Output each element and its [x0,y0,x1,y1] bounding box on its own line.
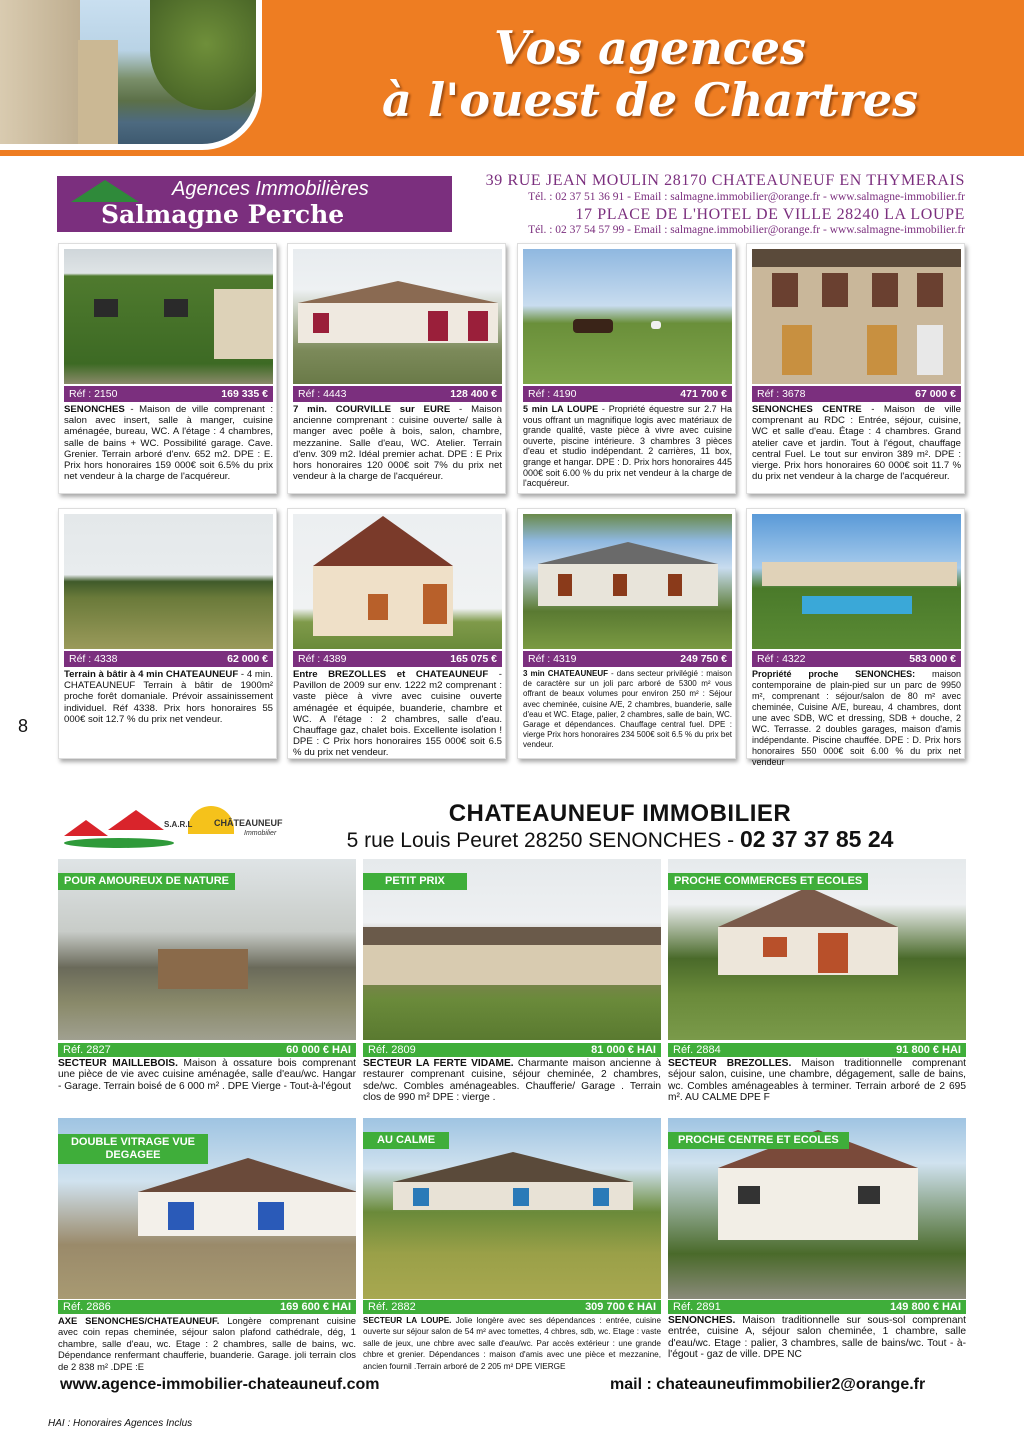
listing-price: 91 800 € HAI [896,1044,961,1056]
footnote: HAI : Honoraires Agences Inclus [48,1418,193,1429]
logo-line-1: Agences Immobilières [172,178,369,200]
listing-description: 7 min. COURVILLE sur EURE - Maison ancienne comprenant : cuisine ouverte/ salle à manger avec poêle à bois, salon, chambre, mezzanine. Salle d'eau, WC. Atelier. Terrain d'env. 309 m2. Idéal premier achat. DPE : E Prix hors honoraires 120 000€ soit 7% du prix net vendeur à la charge de l'acquéreur. [293,404,502,483]
header-photo [0,0,262,150]
listing-photo [752,514,961,649]
listing-ref: Réf : 2150 [69,388,118,400]
listing-tag: POUR AMOUREUX DE NATURE [58,873,235,890]
listing-description: Propriété proche SENONCHES: maison contemporaine de plain-pied sur un parc de 9950 m², comprenant : séjour/salon de 80 m² avec cheminée, Cuisine A/E, bureau, 4 chambres, dont une avec SDB, WC et dressing, SDB + douche, 2 WC. Terrasse. 2 doubles garages, maison d'amis indépendante. Piscine chauffée. DPE : D. Prix hors honoraires 550 000€ soit 6.00 % du prix net vendeur [752,669,962,767]
listing-price: 62 000 € [227,653,268,665]
listing-ref: Réf. 2886 [63,1301,111,1313]
listing-ref: Réf. 2827 [63,1044,111,1056]
listing-location: AXE SENONCHES/CHATEAUNEUF. [58,1315,220,1326]
listing-price: 149 800 € HAI [890,1301,961,1313]
listing-card[interactable] [517,243,736,494]
house-roof-icon [71,180,139,202]
listing-location: SECTEUR LA LOUPE. [363,1316,452,1325]
listing-location: SECTEUR LA FERTE VIDAME. [363,1058,514,1069]
listing-description: SECTEUR LA FERTE VIDAME. Charmante maison ancienne à restaurer comprenant cuisine, séjour cheminée, 2 chambres, sde/wc. Combles aménageables. Chaufferie/ Garage . Terrain clos de 990 m² DPE : vierge . [363,1058,661,1104]
listing-location: SENONCHES CENTRE [752,404,862,415]
listing-ref: Réf. 2809 [368,1044,416,1056]
listing-photo [293,249,502,384]
listing-description: SENONCHES CENTRE - Maison de ville comprenant au RDC : Entrée, séjour, cuisine, WC et salle d'eau. Étage : 4 chambres. Grand atelier cave et jardin. Tout à l'égout, chauffage central Fuel. Le tout sur environ 389 m². DPE : vierge. Prix hors honoraires 60 000€ soit 11.7 % du prix net vendeur à la charge de l'acquéreur. [752,404,961,483]
listing-ref: Réf : 4190 [528,388,577,400]
listing-description: AXE SENONCHES/CHATEAUNEUF. Longère comprenant cuisine avec coin repas cheminée, séjour salon plafond cathédrale, dég, 1 chambre, salle d'eau, wc. Etage : 2 chambres, salle de bains, wc. Dépendance renfermant chaufferie, buanderie. Garage. joli terrain clos de 2 838 m² .DPE :E [58,1315,356,1372]
logo-sub: Immobilier [244,830,277,837]
agency1-address-1: 39 RUE JEAN MOULIN 28170 CHATEAUNEUF EN THYMERAIS [485,172,965,189]
listing-card[interactable] [58,508,277,759]
listing-price: 128 400 € [450,388,497,400]
logo-sarl: S.A.R.L [164,820,193,829]
listing-location: SECTEUR MAILLEBOIS. [58,1058,178,1069]
title-line-2: à l'ouest de Chartres [381,73,919,127]
agency2-name: CHATEAUNEUF IMMOBILIER [448,800,792,827]
listing-ref: Réf. 2884 [673,1044,721,1056]
agency1-contact-2: Tél. : 02 37 54 57 99 - Email : salmagne.immobilier@orange.fr - www.salmagne-immobilier.fr [528,224,965,236]
page-title [300,22,1000,126]
listing-location: 5 min LA LOUPE [523,404,599,414]
listing-price: 169 600 € HAI [280,1301,351,1313]
listing-ref: Réf. 2882 [368,1301,416,1313]
listing-price: 67 000 € [915,388,956,400]
house-icon [64,820,108,836]
listing-description: Terrain à bâtir à 4 min CHATEAUNEUF - 4 min. CHATEAUNEUF Terrain à bâtir de 1900m² proche forêt domaniale. Prévoir assainissement individuel. Réf 4338. Prix hors honoraires 55 000€ soit 12.7 % du prix net vendeur. [64,669,273,725]
house-icon [108,810,164,830]
listing-tag: AU CALME [363,1132,449,1149]
listing-location: Entre BREZOLLES et CHATEAUNEUF [293,669,489,680]
listing-description: SENONCHES - Maison de ville comprenant : salon avec insert, salle à manger, cuisine aménagée, bureau, WC. A l'étage : 4 chambres, salle de bains + WC. Possibilité garage. Cave. Grenier. Terrain arboré d'env. 652 m2. DPE : E. Prix hors honoraires 159 000€ soit 6.5% du prix net vendeur à la charge de l'acquéreur. [64,404,273,483]
listing-ref: Réf : 4319 [528,653,577,665]
listing-photo [752,249,961,384]
listing-description: 5 min LA LOUPE - Propriété équestre sur 2.7 Ha vous offrant un magnifique logis avec matériaux de grande qualité, vaste pièce à vivre avec cuisine ouverte, piscine intérieure. 3 chambres 3 pièces d'eau et studio indépendant. 2 carrières, 11 box, grange et hangar. DPE : D. Prix hors honoraires 445 000€ soit 6.00 % du prix net vendeur à la charge de l'acquéreur. [523,404,732,489]
title-line-1: Vos agences [494,21,806,75]
listing-location: Propriété proche SENONCHES: [752,669,916,679]
listing-photo [64,249,273,384]
listing-ref: Réf : 3678 [757,388,806,400]
logo-name: CHÂTEAUNEUF [214,818,283,828]
listing-ref: Réf : 4389 [298,653,347,665]
agency2-phone: 02 37 37 85 24 [739,826,894,852]
listing-description: SECTEUR BREZOLLES. Maison traditionnelle comprenant séjour salon, cuisine, une chambre, dégagement, salle de bains, wc. Combles aménageables à terminer. Terrain arboré de 2 695 m². AU CALME DPE F [668,1058,966,1104]
listing-card[interactable] [746,508,965,767]
listing-price: 169 335 € [221,388,268,400]
listing-location: SECTEUR BREZOLLES. [668,1058,792,1069]
listing-price: 60 000 € HAI [286,1044,351,1056]
listing-price: 81 000 € HAI [591,1044,656,1056]
listing-tag: DOUBLE VITRAGE VUE DEGAGEE [58,1134,208,1164]
salmagne-logo [57,176,452,232]
agency1-contact-1: Tél. : 02 37 51 36 91 - Email : salmagne.immobilier@orange.fr - www.salmagne-immobilier.fr [528,191,965,203]
listing-ref: Réf. 2891 [673,1301,721,1313]
page-number: 8 [18,716,29,736]
listing-description: Entre BREZOLLES et CHATEAUNEUF - Pavillon de 2009 sur env. 1222 m2 comprenant : vaste pièce à vivre avec cuisine ouverte aménagée et équipée, buanderie, chambre et WC. A l'étage : 2 chambres, salle d'eau. Chauffage gaz, chalet bois. Excellente isolation ! DPE : C Prix hors honoraires 155 000€ soit 6.5 % du prix net vendeur. [293,669,502,759]
listing-location: Terrain à bâtir à 4 min CHATEAUNEUF [64,669,239,680]
logo-line-2: Salmagne Perche [101,200,345,229]
listing-location: SENONCHES. [668,1315,736,1326]
listing-tag: PETIT PRIX [363,873,467,890]
listing-location: SENONCHES [64,404,125,415]
listing-card[interactable] [746,243,965,494]
listing-card[interactable] [58,243,277,494]
listing-ref: Réf : 4443 [298,388,347,400]
listing-tag: PROCHE CENTRE ET ECOLES [668,1132,849,1149]
listing-description: SECTEUR MAILLEBOIS. Maison à ossature bois comprenant une pièce de vie avec cuisine aménagée, salle d'eau/wc. Hangar - Garage. Terrain boisé de 6 000 m² . DPE Vierge - Tout-à-l'égout [58,1058,356,1092]
listing-card[interactable] [287,243,506,494]
listing-photo [293,514,502,649]
listing-location: 7 min. COURVILLE sur EURE [293,404,451,415]
listing-photo [523,249,732,384]
listing-price: 309 700 € HAI [585,1301,656,1313]
listing-card[interactable] [517,508,736,759]
listing-description: SENONCHES. Maison traditionnelle sur sous-sol comprenant entrée, cuisine A, séjour salon cheminée, 1 chambre, salle d'eau/wc. Etage : palier, 3 chambres, salle de bains/wc. Tout - à- l'égout - gaz de ville. DPE NC [668,1315,966,1361]
agency2-mail-link[interactable]: mail : chateauneufimmobilier2@orange.fr [610,1376,926,1393]
listing-description: 3 min CHATEAUNEUF - dans secteur privilégié : maison de caractère sur un joli parc arboré de 5300 m² vous offrant de beaux volumes pour environ 250 m² : Séjour avec cheminée, cuisine A/E, 2 chambres, buanderie, salle d'eau et WC. Etage, palier, 2 chambres, salle de bain, WC. Garage et dépendances. Chauffage central fuel. DPE : vierge Prix hors honoraires 234 500€ soit 6.5 % du prix bet vendeur. [523,669,732,750]
agency1-address-2: 17 PLACE DE L'HOTEL DE VILLE 28240 LA LOUPE [575,206,965,223]
listing-photo [523,514,732,649]
page-header [0,0,1024,156]
grass-icon [64,838,174,848]
listing-price: 583 000 € [909,653,956,665]
listing-price: 249 750 € [680,653,727,665]
agency2-website-link[interactable]: www.agence-immobilier-chateauneuf.com [60,1376,380,1393]
agency2-address: 5 rue Louis Peuret 28250 SENONCHES - 02 37 37 85 24 [346,826,894,852]
listing-ref: Réf : 4322 [757,653,806,665]
listing-location: 3 min CHATEAUNEUF [523,669,609,678]
listing-ref: Réf : 4338 [69,653,118,665]
listing-card[interactable] [287,508,506,759]
listing-price: 165 075 € [450,653,497,665]
listing-tag: PROCHE COMMERCES ET ECOLES [668,873,868,890]
listing-description: SECTEUR LA LOUPE. Jolie longère avec ses dépendances : entrée, cuisine ouverte sur séjour salon de 54 m² avec tomettes, 4 chbres, sdb, wc. Etage : vaste salle de jeux, une chbre avec salle d'eau/wc. Par accès extérieur : une grande chbre et grenier. Dépendances : maison d'amis avec une pièce et mezzanine, ancien fournil .Terrain arboré de 2 205 m² DPE VIERGE [363,1316,661,1371]
listing-price: 471 700 € [680,388,727,400]
listing-photo [64,514,273,649]
chateauneuf-logo [64,806,283,850]
